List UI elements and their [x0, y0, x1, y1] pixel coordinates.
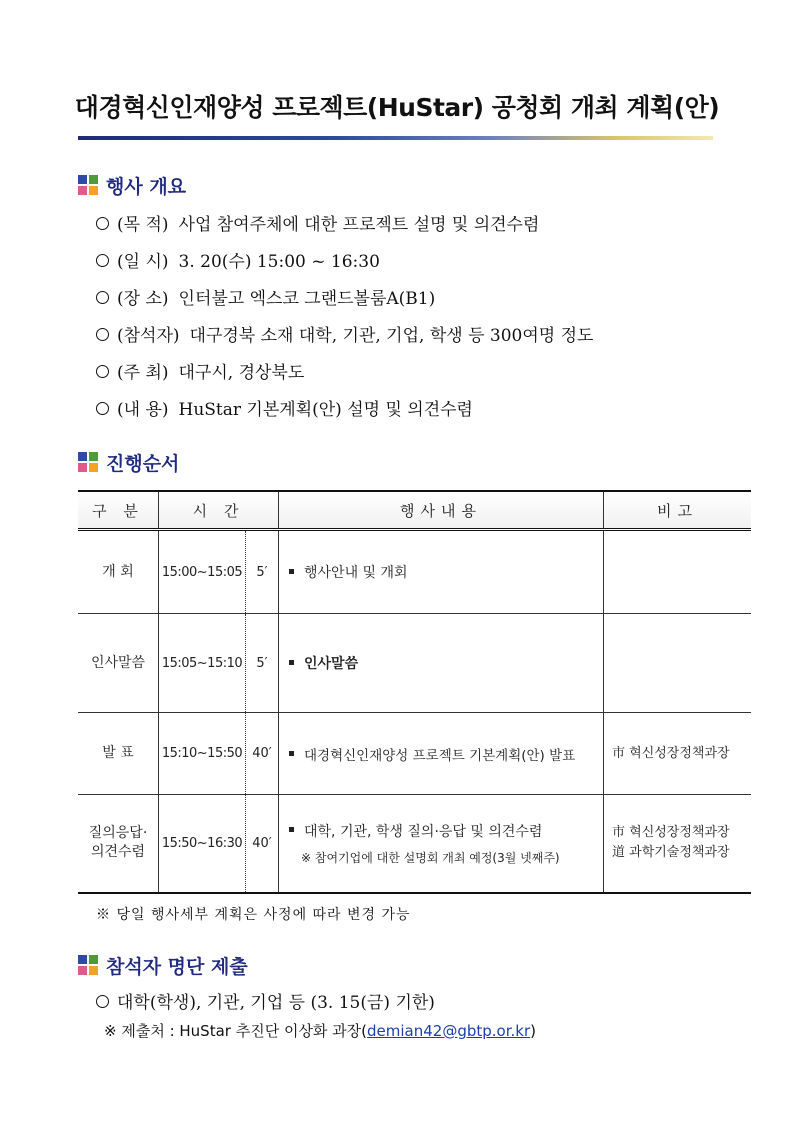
row-duration: 40′	[246, 795, 279, 893]
submission-prefix: ※ 제출처 : HuStar 추진단 이상화 과장(	[104, 1022, 368, 1040]
submission-item	[96, 988, 435, 1013]
row-content	[279, 713, 604, 795]
section-heading-schedule	[78, 450, 179, 474]
overview-item-venue	[96, 284, 435, 309]
row-division: 발 표	[78, 713, 159, 795]
row-content-text: 인사말씀	[304, 656, 359, 672]
four-squares-icon	[78, 955, 98, 975]
page-title: 대경혁신인재양성 프로젝트(HuStar) 공청회 개최 계획(안)	[74, 93, 720, 122]
row-time: 15:10~15:50	[159, 713, 246, 795]
overview-item-purpose	[96, 210, 539, 235]
row-note	[604, 614, 752, 713]
header-content: 행사내용	[279, 491, 604, 530]
row-note	[604, 795, 752, 893]
circle-bullet-icon	[96, 365, 109, 378]
schedule-table	[78, 490, 751, 894]
circle-bullet-icon	[96, 328, 109, 341]
four-squares-icon	[78, 452, 98, 472]
submission-contact	[104, 1020, 536, 1041]
square-bullet-icon	[289, 751, 294, 756]
header-note: 비고	[604, 491, 752, 530]
email-link[interactable]: demian42@gbtp.or.kr	[367, 1022, 531, 1040]
item-text: 대구경북 소재 대학, 기관, 기업, 학생 등 300여명 정도	[189, 326, 594, 346]
item-text: 대구시, 경상북도	[178, 363, 305, 383]
row-content	[279, 795, 604, 893]
table-row	[78, 713, 751, 795]
circle-bullet-icon	[96, 217, 109, 230]
table-row	[78, 614, 751, 713]
header-time: 시 간	[159, 491, 279, 530]
schedule-footnote: ※ 당일 행사세부 계획은 사정에 따라 변경 가능	[96, 907, 411, 923]
item-label: (일 시)	[117, 252, 169, 272]
item-label: (주 최)	[117, 363, 169, 383]
row-note-line2: 道 과학기술정책과장	[612, 845, 730, 861]
table-row	[78, 530, 751, 614]
item-text: HuStar 기본계획(안) 설명 및 의견수렴	[178, 400, 473, 420]
row-note-line1: 市 혁신성장정책과장	[612, 825, 730, 841]
row-content	[279, 614, 604, 713]
section-heading-submission	[78, 953, 248, 977]
item-label: (장 소)	[117, 289, 169, 309]
circle-bullet-icon	[96, 291, 109, 304]
row-division: 질의응답· 의견수렴	[78, 795, 159, 893]
row-time: 15:00~15:05	[159, 530, 246, 614]
table-header-row	[78, 491, 751, 530]
section-heading-text: 참석자 명단 제출	[106, 955, 248, 978]
four-squares-icon	[78, 175, 98, 195]
row-content-text: 대경혁신인재양성 프로젝트 기본계획(안) 발표	[304, 747, 576, 764]
square-bullet-icon	[289, 569, 294, 574]
circle-bullet-icon	[96, 402, 109, 415]
item-text: 인터불고 엑스코 그랜드볼룸A(B1)	[178, 289, 436, 309]
row-note	[604, 530, 752, 614]
row-division: 개 회	[78, 530, 159, 614]
square-bullet-icon	[289, 827, 294, 832]
title-underline	[78, 136, 713, 140]
row-duration: 5′	[246, 530, 279, 614]
row-content-text: 대학, 기관, 학생 질의·응답 및 의견수렴	[304, 823, 543, 840]
overview-item-attendees	[96, 321, 593, 346]
submission-item-text: 대학(학생), 기관, 기업 등 (3. 15(금) 기한)	[117, 993, 435, 1013]
row-note	[604, 713, 752, 795]
row-content	[279, 530, 604, 614]
section-heading-text: 진행순서	[106, 452, 180, 475]
row-duration: 40′	[246, 713, 279, 795]
circle-bullet-icon	[96, 254, 109, 267]
table-row	[78, 795, 751, 893]
item-text: 3. 20(수) 15:00 ~ 16:30	[178, 252, 380, 272]
section-heading-overview	[78, 173, 186, 197]
submission-suffix: )	[530, 1022, 537, 1040]
item-label: (참석자)	[117, 326, 180, 346]
item-label: (내 용)	[117, 400, 169, 420]
row-time: 15:05~15:10	[159, 614, 246, 713]
overview-item-host	[96, 358, 304, 383]
item-label: (목 적)	[117, 215, 169, 235]
overview-item-datetime	[96, 247, 380, 272]
header-division: 구 분	[78, 491, 159, 530]
row-duration: 5′	[246, 614, 279, 713]
row-division: 인사말씀	[78, 614, 159, 713]
overview-item-content	[96, 395, 473, 420]
row-content-subnote: ※ 참여기업에 대한 설명회 개최 예정(3월 넷째주)	[301, 850, 560, 865]
section-heading-text: 행사 개요	[106, 175, 187, 198]
item-text: 사업 참여주체에 대한 프로젝트 설명 및 의견수렴	[178, 215, 540, 235]
circle-bullet-icon	[96, 995, 109, 1008]
row-note-line1: 市 혁신성장정책과장	[612, 745, 730, 761]
square-bullet-icon	[289, 660, 294, 665]
row-time: 15:50~16:30	[159, 795, 246, 893]
row-content-text: 행사안내 및 개회	[304, 565, 408, 581]
